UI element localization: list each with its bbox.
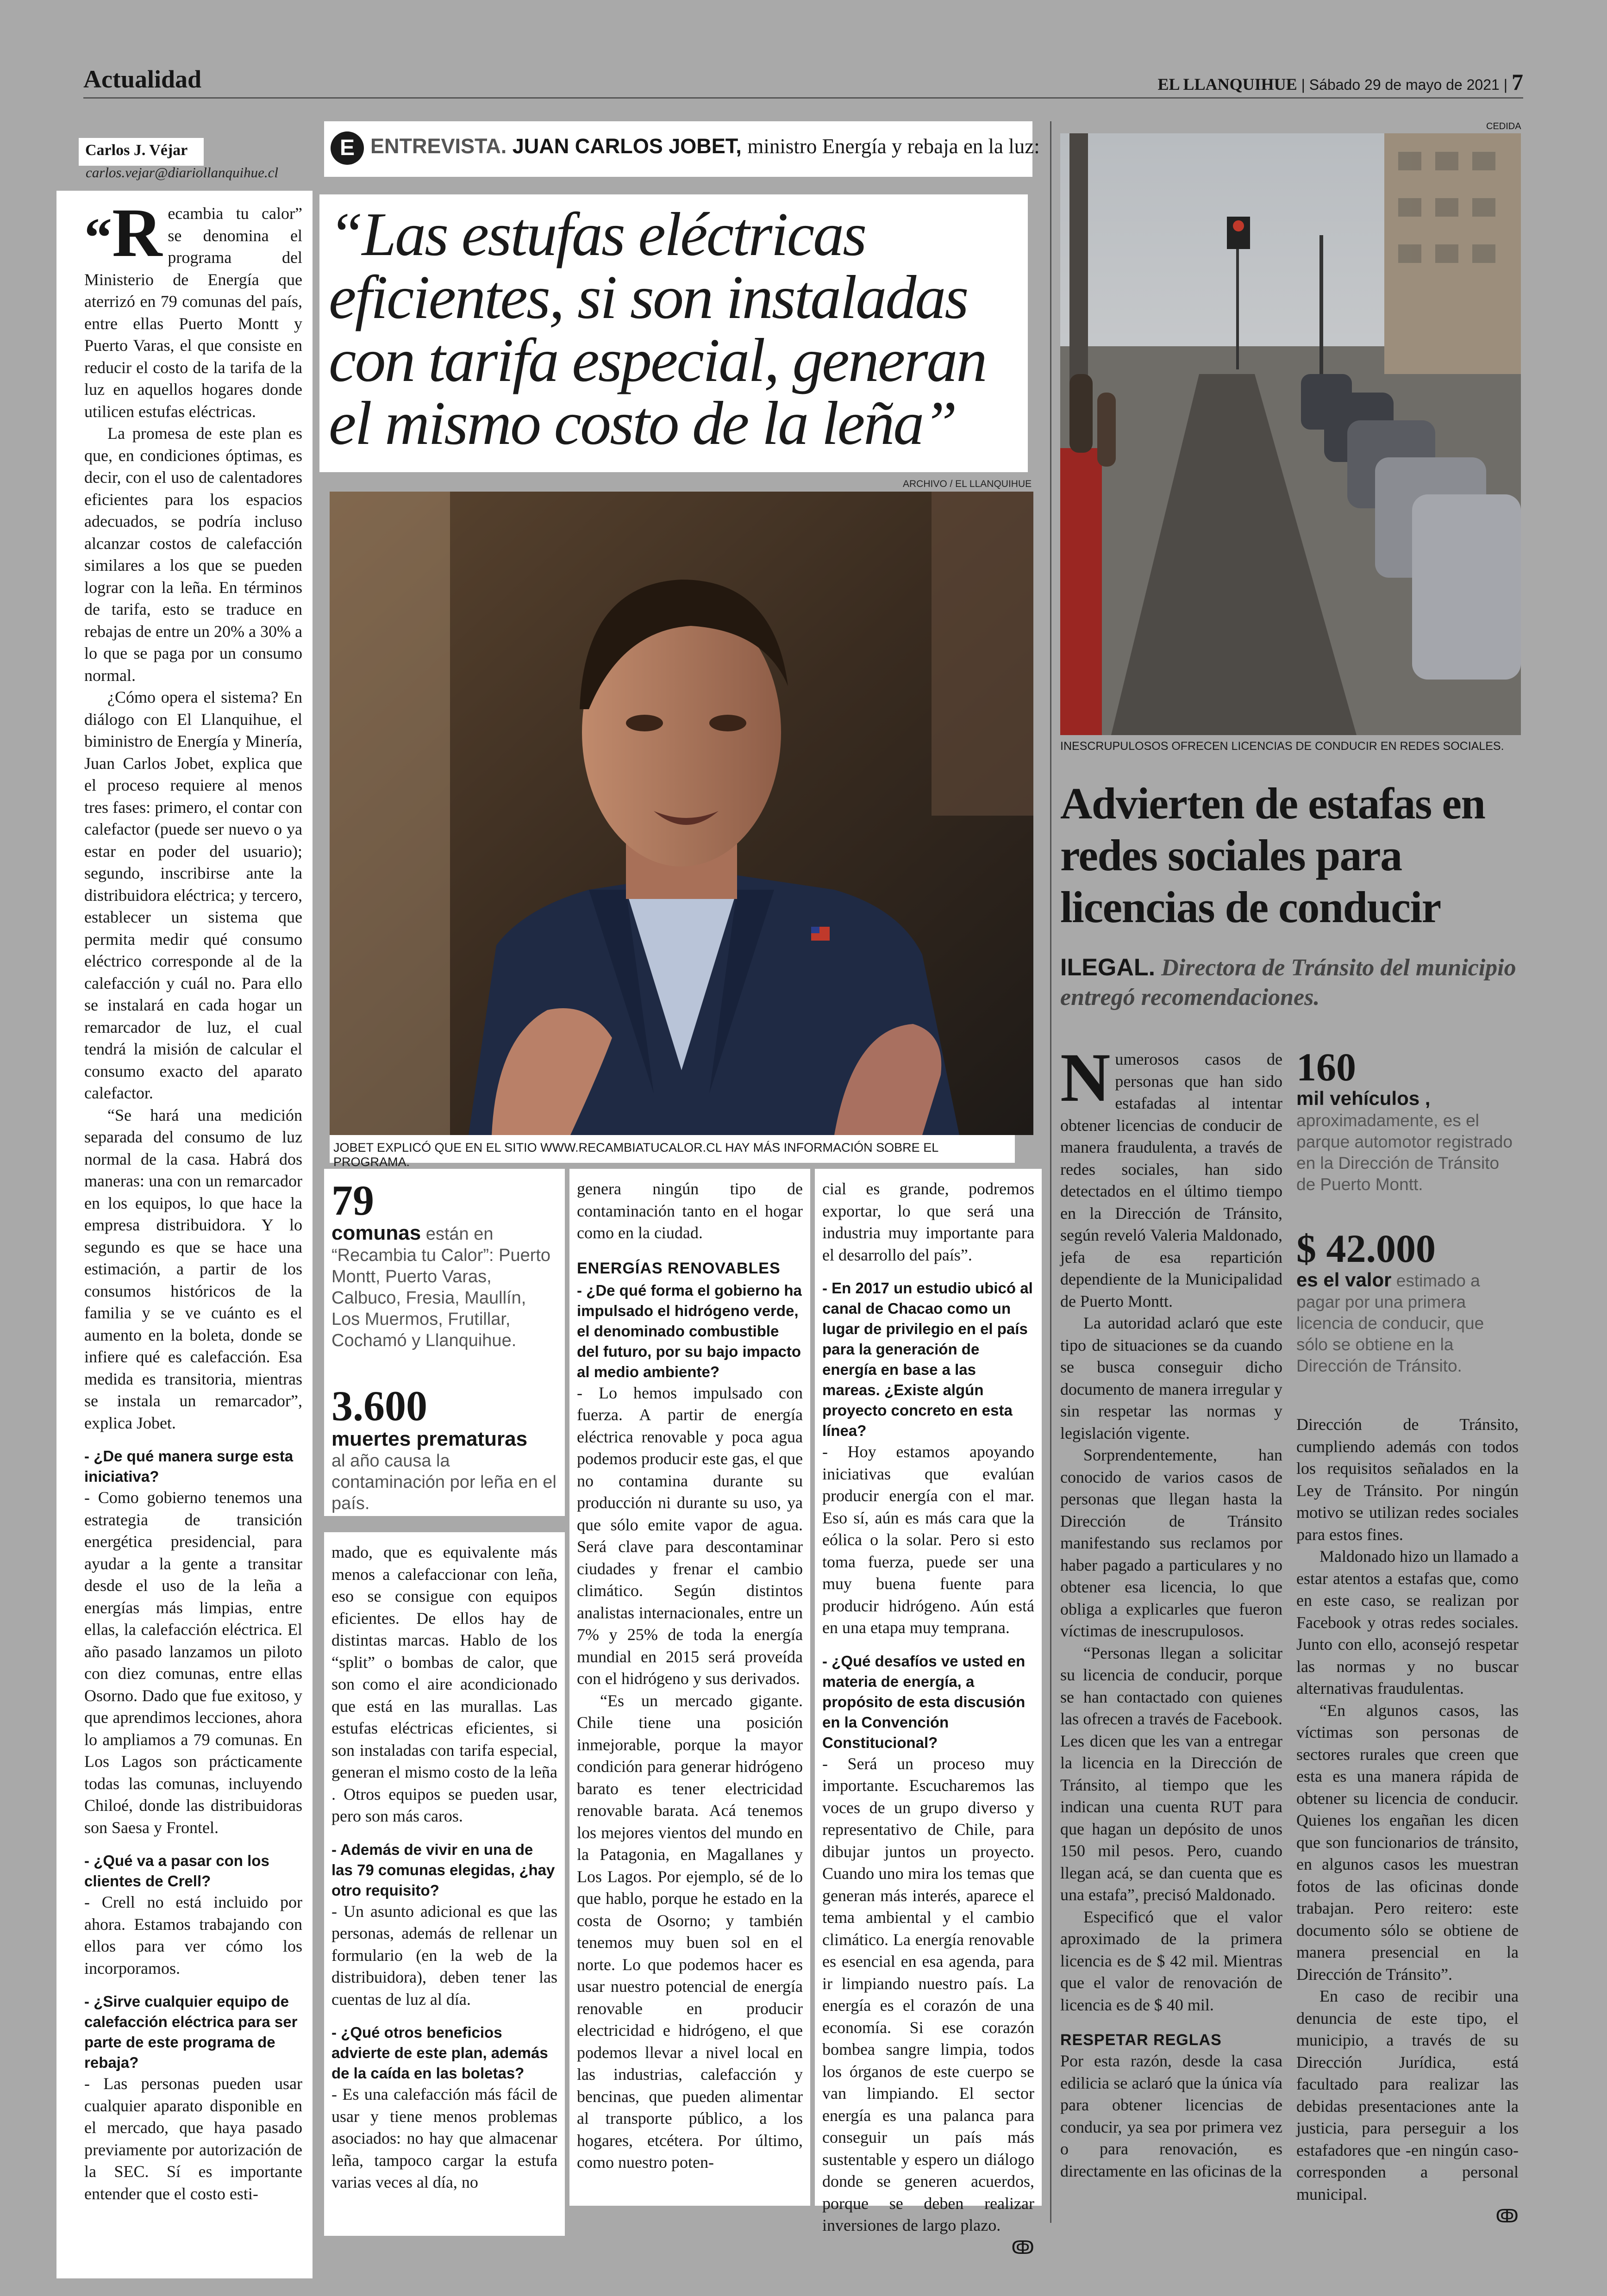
article-column-4 — [815, 1169, 1042, 2258]
column-1-text — [84, 194, 302, 2205]
question-4: - Además de vivir en una de las 79 comunas elegidas, ¿hay otro requisito? — [331, 1841, 555, 1899]
byline-name: Carlos J. Véjar — [85, 142, 188, 159]
col1-para-2: La promesa de este plan es que, en condiciones óptimas, es decir, con el uso de calentadores eficientes para los espacios adecuados, se podría incluso alcanzar costos de calefacción similares a los que se pueden lograr con la leña. En términos de tarifa, esto se traduce en rebajas de entre un 20% a 30% a lo que se paga por un consumo normal. — [84, 424, 302, 685]
question-2: - ¿Qué va a pasar con los clientes de Crell? — [84, 1852, 269, 1890]
side-stat-1-desc: aproximadamente, es el parque automotor registrado en la Dirección de Tránsito de Puerto Montt. — [1296, 1111, 1513, 1194]
section-label: Actualidad — [83, 65, 202, 93]
side-deck-text: Directora de Tránsito del municipio entregó recomendaciones. — [1060, 955, 1516, 1011]
header-right — [1158, 69, 1523, 95]
article-column-1 — [56, 191, 313, 2278]
stat-2-number: 3.600 — [331, 1382, 427, 1429]
byline-box — [79, 138, 204, 166]
side-para-2: La autoridad aclaró que este tipo de situaciones se da cuando se busca conseguir dicho documento de manera irregular y sin respetar las normas y legislación vigente. — [1060, 1314, 1282, 1442]
stat-1-label: comunas — [331, 1222, 421, 1244]
question-6: - ¿De qué forma el gobierno ha impulsado el hidrógeno verde, el denominado combustible del futuro, por su bajo impacto al medio ambiente? — [577, 1281, 802, 1380]
subhead-renovables: ENERGÍAS RENOVABLES — [577, 1259, 781, 1277]
answer-1: - Como gobierno tenemos una estrategia de transición energética presidencial, para ayudar a la gente a transitar desde el uso de la leña a energías más limpias, entre ellas, la calefacción eléctrica. El año pasado lanzamos un piloto con diez comunas, entre ellas Osorno. Dado que fue exitoso, y que aprendimos lecciones, ahora lo ampliamos a 79 comunas. En Los Lagos son prácticamente todas las comunas, incluyendo Chiloé, donde las distribuidoras son Saesa y Frontel. — [84, 1488, 302, 1837]
question-9: - ¿Qué desafíos ve usted en materia de energía, a propósito de esta discusión en la Convención Constitucional? — [822, 1652, 1025, 1751]
col3-para-7: “Es un mercado gigante. Chile tiene una posición inmejorable, porque la mayor condición para generar hidrógeno barato es tener electricidad renovable barata. Acá tenemos los mejores vientos del mundo en la Patagonia, en Magallanes y Los Lagos. Por ejemplo, sé de lo que hablo, porque he estado en la costa de Osorno; y también tenemos muy buen sol en el norte. Lo que podemos hacer es usar nuestro potencial de energía renovable en producir electricidad e hidrógeno, el que podemos llevar a nivel local en las industrias, calefacción y bencinas, que pueden alimentar al transporte público, a los hogares, etcétera. Por último, como nuestro poten- — [577, 1691, 803, 2171]
col1-para-1: ecambia tu calor” se denomina el programa del Ministerio de Energía que aterrizó en 79 comunas del país, entre ellas Puerto Montt y Puerto Varas, el que consiste en reducir el costo de la tarifa de la luz en aquellos hogares donde utilicen estufas eléctricas. — [84, 204, 302, 421]
stat-1-text — [331, 1223, 557, 1351]
minister-photo — [330, 492, 1033, 1135]
col4-para-7-cont: cial es grande, podremos exportar, lo que será una industria muy importante para el desarrollo del país”. — [822, 1179, 1034, 1264]
side-para-4: “Personas llegan a solicitar su licencia de conducir, porque se han contactado con quienes las ofrecen a través de Facebook. Les dicen que les van a entregar la licencia en la Dirección de Tránsito, al tiempo que les indican una cuenta RUT para que hagan un depósito de unos 150 mil pesos. Pero, cuando llegan acá, se dan cuenta que es una estafa”, precisó Maldonado. — [1060, 1643, 1282, 1904]
question-1: - ¿De qué manera surge esta iniciativa? — [84, 1447, 294, 1485]
minister-illustration — [330, 492, 1033, 1135]
side-para-6: Por esta razón, desde la casa edilicia se aclaró que la única vía para obtener licencias de conducir, ya sea por primera vez o para renovación, es directamente en las oficinas de la — [1060, 2052, 1282, 2180]
end-mark: ↂ — [1011, 2237, 1034, 2258]
header-rule — [83, 97, 1523, 99]
answer-3: - Las personas pueden usar cualquier aparato disponible en el mercado, que haya pasado previamente por autorización de la SEC. Sí es importante entender que el costo esti- — [84, 2074, 302, 2203]
side-para-5: Especificó que el valor aproximado de la primera licencia es de $ 42 mil. Mientras que el valor de renovación de licencia es de $ 40 mil. — [1060, 1907, 1282, 2014]
side-kicker: ILEGAL. — [1060, 954, 1156, 981]
answer-2: - Crell no está incluido por ahora. Estamos trabajando con ellos para ver cómo los incorporamos. — [84, 1893, 302, 1978]
page-header — [83, 65, 1523, 93]
question-3: - ¿Sirve cualquier equipo de calefacción eléctrica para ser parte de este programa de rebaja? — [84, 1993, 298, 2071]
side-para-7: Dirección de Tránsito, cumpliendo además con todos los requisitos señalados en la Ley de Tránsito. Por ningún motivo se utilizan redes sociales para estos fines. — [1296, 1415, 1519, 1544]
col1-para-4: “Se hará una medición separada del consumo de luz normal de la casa. Habrá dos maneras: una con un remarcador en los equipos, lo que hace la empresa distribuidora. Y lo segundo es que se hace una estimación, a partir de los consumos históricos de la familia y se ve cuánto es el aumento en la boleta, donde se infiere qué es calefacción. Esa medida es transitoria, mientras se instala un remarcador”, explica Jobet. — [84, 1105, 302, 1432]
side-stat-2-label: es el valor — [1296, 1269, 1392, 1291]
side-column-a — [1060, 1039, 1282, 2229]
stat-2-desc: al año causa la contaminación por leña en el país. — [331, 1451, 557, 1513]
side-photo-caption: INESCRUPULOSOS OFRECEN LICENCIAS DE CONDUCIR EN REDES SOCIALES. — [1060, 740, 1504, 753]
answer-4: - Un asunto adicional es que las personas, además de rellenar un formulario (en la web de la distribuidora), deben tener las cuentas de luz al día. — [331, 1902, 557, 2009]
side-stat-1-number: 160 — [1296, 1045, 1356, 1089]
photo-credit: ARCHIVO / EL LLANQUIHUE — [903, 479, 1032, 489]
section-badge — [331, 131, 364, 165]
issue-date: | Sábado 29 de mayo de 2021 | — [1301, 76, 1507, 93]
badge-letter: E — [339, 136, 355, 160]
column-2-text — [331, 1541, 557, 2194]
side-stat-2-desc: estimado a pagar por una primera licencia de conducir, que sólo se obtiene en la Dirección de Tránsito. — [1296, 1271, 1484, 1375]
col1-para-3: ¿Cómo opera el sistema? En diálogo con El Llanquihue, el biministro de Energía y Minería, Juan Carlos Jobet, explica que el proceso requiere al menos tres fases: primero, el contar con calefactor (puede ser nuevo o ya estar en poder del usuario); segundo, inscribirse ante la distribuidora eléctrica; y tercero, establecer un sistema que permita medir qué consumo eléctrico corresponde al de la calefacción y cuál no. Para ello se instalará en cada hogar un remarcador de luz, el cual tendrá la misión de calcular el consumo exacto del aparato calefactor. — [84, 688, 302, 1102]
stats-box — [324, 1169, 565, 1516]
street-photo — [1060, 133, 1521, 735]
answer-9: - Será un proceso muy importante. Escucharemos las voces de un grupo diverso y representativo de Chile, para dibujar juntos un proyecto. Cuando uno mira los temas que generan más interés, aparece el tema ambiental y el cambio climático. La energía renovable es esencial en esa agenda, para ir limpiando nuestro país. La energía es el corazón de una economía. Si ese corazón bombea sangre limpia, todos los órganos de este cuerpo se van limpiando. El sector energía es una palanca para conseguir un país más sustentable y espero un diálogo donde se generen acuerdos, porque se deben realizar inversiones de largo plazo. — [822, 1754, 1034, 2234]
answer-8: - Hoy estamos apoyando iniciativas que evalúan producir energía con el mar. Eso sí, aún es más cara que la eólica o la solar. Pero si esto toma fuerza, puede ser una muy buena fuente para producir hidrógeno. Aún está en una etapa muy temprana. — [822, 1442, 1034, 1637]
interviewee-role: ministro Energía y rebaja en la luz: — [747, 135, 1040, 158]
stat-1-number: 79 — [331, 1177, 374, 1224]
main-headline: “Las estufas eléctricas eficientes, si son instaladas con tarifa especial, generan el mismo costo de la leña” — [329, 200, 986, 457]
kicker-label: ENTREVISTA. — [370, 134, 507, 158]
question-5: - ¿Qué otros beneficios advierte de este plan, además de la caída en las boletas? — [331, 2024, 548, 2082]
photo-caption-box — [330, 1135, 1015, 1169]
side-column-b — [1296, 1046, 1519, 2227]
answer-3-cont: mado, que es equivalente más menos a calefaccionar con leña, eso se consigue con equipos eficientes. De ellos hay de distintas marcas. Hablo de los “split” o bombas de calor, que son como el aire acondicionado que está en las murallas. Las estufas eléctricas eficientes, si son instaladas con tarifa especial, generan el mismo costo de la leña . Otros equipos se pueden usar, pero son más caros. — [331, 1543, 557, 1825]
side-stat-1-text — [1296, 1088, 1519, 1195]
article-column-2 — [324, 1532, 565, 2236]
side-stat-1-label: mil vehículos , — [1296, 1087, 1431, 1109]
photo-caption: JOBET EXPLICÓ QUE EN EL SITIO WWW.RECAMBIATUCALOR.CL HAY MÁS INFORMACIÓN SOBRE EL PROGRAMA. — [333, 1141, 938, 1169]
side-headline: Advierten de estafas en redes sociales para licencias de conducir — [1060, 779, 1485, 932]
stat-2-label: muertes prematuras — [331, 1428, 528, 1450]
kicker-text — [370, 134, 1040, 158]
side-para-10: En caso de recibir una denuncia de este tipo, el municipio, a través de su Dirección Jurídica, está facultado para realizar las debidas presentaciones ante la justicia, para perseguir a los estafadores que -en ningún caso- corresponden a personal municipal. — [1296, 1987, 1519, 2203]
column-4-text — [822, 1178, 1034, 2259]
side-column-b-text — [1296, 1414, 1519, 2227]
side-subhead: RESPETAR REGLAS — [1060, 2031, 1222, 2049]
stat-1-desc: están en “Recambia tu Calor”: Puerto Montt, Puerto Varas, Calbuco, Fresia, Maullín, Los Muermos, Frutillar, Cochamó y Llanquihue. — [331, 1224, 551, 1350]
answer-5-cont: genera ningún tipo de contaminación tanto en el hogar como en la ciudad. — [577, 1179, 803, 1242]
interviewee-name: JUAN CARLOS JOBET, — [512, 134, 742, 158]
byline-email: carlos.vejar@diariollanquihue.cl — [86, 164, 278, 181]
article-column-3 — [569, 1169, 810, 2206]
side-stat-2-number: $ 42.000 — [1296, 1226, 1436, 1271]
main-headline-box — [319, 194, 1028, 472]
side-end-mark: ↂ — [1495, 2206, 1519, 2227]
street-illustration — [1060, 133, 1521, 735]
dropcap — [84, 194, 163, 271]
side-column-a-text — [1060, 1039, 1282, 2182]
paper-name: EL LLANQUIHUE — [1157, 75, 1297, 94]
side-para-9: “En algunos casos, las víctimas son personas de sectores rurales que creen que esta es una manera rápida de obtener su licencia de conducir. Quienes los engañan les dicen que son funcionarios de tránsito, en algunos casos les muestran fotos de las oficinas donde trabajan. Pero reitero: este documento sólo se obtiene de manera presencial en la Dirección de Tránsito”. — [1296, 1701, 1519, 1984]
dropcap-quote: “ — [84, 206, 112, 268]
side-stat-2-text — [1296, 1269, 1519, 1377]
page-number: 7 — [1512, 69, 1523, 95]
column-3-text — [577, 1178, 803, 2174]
side-deck — [1060, 953, 1519, 1012]
answer-5: - Es una calefacción más fácil de usar y tiene menos problemas asociados: no hay que almacenar leña, tampoco cargar la estufa varias veces al día, no — [331, 2085, 557, 2191]
side-para-8: Maldonado hizo un llamado a estar atentos a estafas que, como en este caso, se realizan por Facebook y otras redes sociales. Junto con ello, aconsejó respetar las normas y no buscar alternativas fraudulentas. — [1296, 1547, 1519, 1697]
dropcap-letter: R — [112, 194, 163, 271]
question-8: - En 2017 un estudio ubicó al canal de Chacao como un lugar de privilegio en el país para la generación de energía en base a las mareas. ¿Existe algún proyecto concreto en esta línea? — [822, 1279, 1033, 1439]
side-dropcap: N — [1060, 1039, 1111, 1116]
side-divider — [1050, 121, 1051, 2223]
side-photo-credit: CEDIDA — [1486, 121, 1521, 131]
side-para-1: umerosos casos de personas que han sido estafadas al intentar obtener licencias de conducir de manera fraudulenta, a través de redes sociales, han sido detectados en el último tiempo en la Dirección de Tránsito, según reveló Valeria Maldonado, jefa de esa repartición dependiente de la Municipalidad de Puerto Montt. — [1060, 1050, 1282, 1310]
side-para-3: Sorprendentemente, han conocido de varios casos de personas que llegan hasta la Dirección de Tránsito manifestando sus reclamos por haber pagado a particulares y no obtener esa licencia, lo que obliga a explicarles que fueron víctimas de inescrupulosos. — [1060, 1446, 1282, 1640]
interview-kicker — [324, 121, 1040, 177]
answer-6: - Lo hemos impulsado con fuerza. A partir de energía eléctrica renovable y poca agua podemos producir este gas, el que no contamina durante su producción ni durante su uso, ya que sólo emite vapor de agua. Será clave para descontaminar ciudades y frenar el cambio climático. Según distintos analistas internacionales, entre un 7% y 25% de toda la energía mundial en 2015 será proveída con el hidrógeno y sus derivados. — [577, 1383, 803, 1688]
